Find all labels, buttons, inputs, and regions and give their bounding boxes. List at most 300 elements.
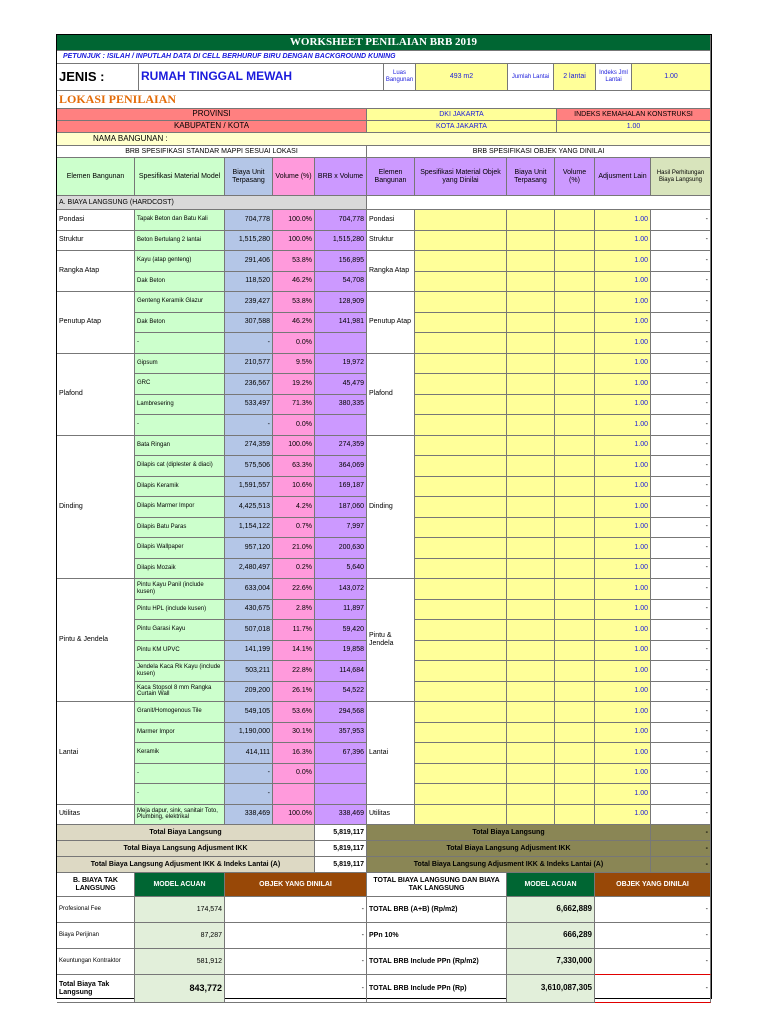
- luas-value[interactable]: 493 m2: [416, 64, 508, 91]
- volume-percent: 46.2%: [273, 272, 315, 293]
- unit-cost: 141,199: [225, 641, 273, 662]
- volume-percent: 10.6%: [273, 477, 315, 498]
- objek-volume-input[interactable]: [555, 292, 595, 313]
- material-spec: Beton Bertulang 2 lantai: [135, 231, 225, 252]
- adjusment-value[interactable]: 1.00: [595, 682, 651, 703]
- volume-percent: 100.0%: [273, 231, 315, 252]
- volume-percent: 9.5%: [273, 354, 315, 375]
- objek-cost-input[interactable]: [507, 395, 555, 416]
- hasil-value: -: [651, 764, 711, 785]
- objek-cost-input[interactable]: [507, 661, 555, 682]
- objek-volume-input[interactable]: [555, 743, 595, 764]
- volume-percent: 22.8%: [273, 661, 315, 682]
- objek-cost-input[interactable]: [507, 477, 555, 498]
- objek-volume-input[interactable]: [555, 702, 595, 723]
- adjusment-value[interactable]: 1.00: [595, 374, 651, 395]
- volume-percent: 53.8%: [273, 251, 315, 272]
- objek-cost-input[interactable]: [507, 559, 555, 580]
- objek-cost-input[interactable]: [507, 272, 555, 293]
- adjusment-value[interactable]: 1.00: [595, 415, 651, 436]
- col-volume-left: Volume (%): [273, 158, 315, 196]
- element-name-left: Pintu & Jendela: [57, 579, 135, 702]
- brb-volume: 364,069: [315, 456, 367, 477]
- element-name-right: Dinding: [367, 436, 415, 580]
- volume-percent: 53.6%: [273, 702, 315, 723]
- adjusment-value[interactable]: 1.00: [595, 723, 651, 744]
- objek-volume-input[interactable]: [555, 620, 595, 641]
- total-value-right: -: [651, 841, 711, 857]
- element-name-right: Utilitas: [367, 805, 415, 826]
- indirect-cost-label: Total Biaya Tak Langsung: [57, 975, 135, 1003]
- adjusment-value[interactable]: 1.00: [595, 641, 651, 662]
- brb-volume: 187,060: [315, 497, 367, 518]
- objek-volume-input[interactable]: [555, 579, 595, 600]
- objek-spec-input[interactable]: [415, 661, 507, 682]
- hasil-value: -: [651, 497, 711, 518]
- objek-cost-input[interactable]: [507, 682, 555, 703]
- adjusment-value[interactable]: 1.00: [595, 579, 651, 600]
- provinsi-value[interactable]: DKI JAKARTA: [367, 109, 557, 121]
- objek-volume-input[interactable]: [555, 313, 595, 334]
- material-spec: Granit/Homogenous Tile: [135, 702, 225, 723]
- objek-cost-input[interactable]: [507, 210, 555, 231]
- volume-percent: 0.0%: [273, 764, 315, 785]
- total-label-left: Total Biaya Langsung Adjusment IKK & Indeks Lantai (A): [57, 857, 315, 873]
- adjusment-value[interactable]: 1.00: [595, 661, 651, 682]
- objek-cost-input[interactable]: [507, 784, 555, 805]
- objek-cost-input[interactable]: [507, 313, 555, 334]
- hasil-value: -: [651, 559, 711, 580]
- objek-spec-input[interactable]: [415, 723, 507, 744]
- objek-cost-input[interactable]: [507, 251, 555, 272]
- material-spec: Genteng Keramik Glazur: [135, 292, 225, 313]
- objek-cost-input[interactable]: [507, 620, 555, 641]
- col-adjusment-right: Adjusment Lain: [595, 158, 651, 196]
- unit-cost: 209,200: [225, 682, 273, 703]
- objek-spec-input[interactable]: [415, 272, 507, 293]
- section-b-rmodel: MODEL ACUAN: [507, 873, 595, 897]
- brb-volume: 114,684: [315, 661, 367, 682]
- unit-cost: 1,591,557: [225, 477, 273, 498]
- objek-cost-input[interactable]: [507, 723, 555, 744]
- brb-volume: 67,396: [315, 743, 367, 764]
- objek-spec-input[interactable]: [415, 477, 507, 498]
- element-name-left: Rangka Atap: [57, 251, 135, 292]
- objek-volume-input[interactable]: [555, 518, 595, 539]
- section-b-rtitle: TOTAL BIAYA LANGSUNG DAN BIAYA TAK LANGSUNG: [367, 873, 507, 897]
- element-name-left: Pondasi: [57, 210, 135, 231]
- adjusment-value[interactable]: 1.00: [595, 784, 651, 805]
- objek-spec-input[interactable]: [415, 497, 507, 518]
- adjusment-value[interactable]: 1.00: [595, 251, 651, 272]
- adjusment-value[interactable]: 1.00: [595, 702, 651, 723]
- volume-percent: 4.2%: [273, 497, 315, 518]
- hasil-value: -: [651, 600, 711, 621]
- brb-volume: 380,335: [315, 395, 367, 416]
- objek-cost-input[interactable]: [507, 354, 555, 375]
- indirect-model-value: 843,772: [135, 975, 225, 1003]
- objek-cost-input[interactable]: [507, 497, 555, 518]
- material-spec: Dak Beton: [135, 313, 225, 334]
- unit-cost: 2,480,497: [225, 559, 273, 580]
- objek-spec-input[interactable]: [415, 231, 507, 252]
- objek-spec-input[interactable]: [415, 292, 507, 313]
- indirect-model-value: 87,287: [135, 923, 225, 949]
- adjusment-value[interactable]: 1.00: [595, 395, 651, 416]
- objek-spec-input[interactable]: [415, 374, 507, 395]
- volume-percent: 100.0%: [273, 210, 315, 231]
- material-spec: Kayu (atap genteng): [135, 251, 225, 272]
- material-spec: Pintu KM UPVC: [135, 641, 225, 662]
- objek-volume-input[interactable]: [555, 723, 595, 744]
- unit-cost: 338,469: [225, 805, 273, 826]
- total-brb-model: 7,330,000: [507, 949, 595, 975]
- col-volume-right: Volume (%): [555, 158, 595, 196]
- kabupaten-value[interactable]: KOTA JAKARTA: [367, 121, 557, 133]
- objek-volume-input[interactable]: [555, 600, 595, 621]
- volume-percent: 63.3%: [273, 456, 315, 477]
- jenis-label: JENIS :: [57, 64, 139, 91]
- total-label-right: Total Biaya Langsung Adjusment IKK & Indeks Lantai (A): [367, 857, 651, 873]
- brb-volume: [315, 415, 367, 436]
- objek-volume-input[interactable]: [555, 682, 595, 703]
- col-spesifikasi-left: Spesifikasi Material Model: [135, 158, 225, 196]
- adjusment-value[interactable]: 1.00: [595, 518, 651, 539]
- objek-spec-input[interactable]: [415, 251, 507, 272]
- volume-percent: 0.0%: [273, 333, 315, 354]
- unit-cost: 118,520: [225, 272, 273, 293]
- objek-volume-input[interactable]: [555, 415, 595, 436]
- objek-volume-input[interactable]: [555, 641, 595, 662]
- unit-cost: 414,111: [225, 743, 273, 764]
- objek-spec-input[interactable]: [415, 559, 507, 580]
- objek-spec-input[interactable]: [415, 805, 507, 826]
- adjusment-value[interactable]: 1.00: [595, 538, 651, 559]
- total-brb-label: TOTAL BRB (A+B) (Rp/m2): [367, 897, 507, 923]
- hasil-value: -: [651, 210, 711, 231]
- objek-volume-input[interactable]: [555, 395, 595, 416]
- indeks-lantai-value: 1.00: [632, 64, 711, 91]
- unit-cost: -: [225, 784, 273, 805]
- brb-volume: 141,981: [315, 313, 367, 334]
- brb-volume: 7,997: [315, 518, 367, 539]
- objek-volume-input[interactable]: [555, 333, 595, 354]
- worksheet-title: WORKSHEET PENILAIAN BRB 2019: [57, 35, 711, 51]
- col-elemen-left: Elemen Bangunan: [57, 158, 135, 196]
- material-spec: -: [135, 415, 225, 436]
- jenis-value[interactable]: RUMAH TINGGAL MEWAH: [139, 64, 384, 91]
- brb-volume: 59,420: [315, 620, 367, 641]
- hasil-value: -: [651, 518, 711, 539]
- material-spec: Tapak Beton dan Batu Kali: [135, 210, 225, 231]
- volume-percent: 0.2%: [273, 559, 315, 580]
- adjusment-value[interactable]: 1.00: [595, 600, 651, 621]
- objek-spec-input[interactable]: [415, 764, 507, 785]
- objek-volume-input[interactable]: [555, 661, 595, 682]
- hasil-value: -: [651, 374, 711, 395]
- objek-spec-input[interactable]: [415, 456, 507, 477]
- material-spec: Dilapis Marmer Impor: [135, 497, 225, 518]
- adjusment-value[interactable]: 1.00: [595, 620, 651, 641]
- objek-volume-input[interactable]: [555, 559, 595, 580]
- objek-volume-input[interactable]: [555, 436, 595, 457]
- total-brb-label: TOTAL BRB Include PPn (Rp/m2): [367, 949, 507, 975]
- objek-cost-input[interactable]: [507, 538, 555, 559]
- objek-spec-input[interactable]: [415, 579, 507, 600]
- objek-volume-input[interactable]: [555, 497, 595, 518]
- adjusment-value[interactable]: 1.00: [595, 292, 651, 313]
- element-name-right: Pondasi: [367, 210, 415, 231]
- brb-volume: 169,187: [315, 477, 367, 498]
- brb-volume: [315, 784, 367, 805]
- objek-spec-input[interactable]: [415, 538, 507, 559]
- volume-percent: 100.0%: [273, 805, 315, 826]
- element-name-left: Penutup Atap: [57, 292, 135, 354]
- objek-volume-input[interactable]: [555, 538, 595, 559]
- unit-cost: 430,675: [225, 600, 273, 621]
- adjusment-value[interactable]: 1.00: [595, 210, 651, 231]
- objek-spec-input[interactable]: [415, 620, 507, 641]
- material-spec: Gipsum: [135, 354, 225, 375]
- objek-volume-input[interactable]: [555, 764, 595, 785]
- objek-cost-input[interactable]: [507, 333, 555, 354]
- brb-volume: 19,858: [315, 641, 367, 662]
- objek-volume-input[interactable]: [555, 354, 595, 375]
- objek-cost-input[interactable]: [507, 231, 555, 252]
- hasil-value: -: [651, 620, 711, 641]
- brb-volume: [315, 764, 367, 785]
- section-b-model: MODEL ACUAN: [135, 873, 225, 897]
- col-spesifikasi-right: Spesifikasi Material Objek yang Dinilai: [415, 158, 507, 196]
- unit-cost: 307,588: [225, 313, 273, 334]
- unit-cost: 507,018: [225, 620, 273, 641]
- unit-cost: 236,567: [225, 374, 273, 395]
- adjusment-value[interactable]: 1.00: [595, 333, 651, 354]
- element-name-left: Utilitas: [57, 805, 135, 826]
- objek-spec-input[interactable]: [415, 784, 507, 805]
- element-name-right: Struktur: [367, 231, 415, 252]
- objek-cost-input[interactable]: [507, 374, 555, 395]
- total-brb-label: PPn 10%: [367, 923, 507, 949]
- volume-percent: 11.7%: [273, 620, 315, 641]
- objek-cost-input[interactable]: [507, 805, 555, 826]
- brb-volume: 54,708: [315, 272, 367, 293]
- volume-percent: 2.8%: [273, 600, 315, 621]
- volume-percent: 0.0%: [273, 415, 315, 436]
- total-label-left: Total Biaya Langsung: [57, 825, 315, 841]
- total-value-right: -: [651, 857, 711, 873]
- section-b-objek: OBJEK YANG DINILAI: [225, 873, 367, 897]
- unit-cost: 704,778: [225, 210, 273, 231]
- material-spec: Meja dapur, sink, sanitair Toto, Plumbing, elektrikal: [135, 805, 225, 826]
- objek-spec-input[interactable]: [415, 518, 507, 539]
- material-spec: Dilapis Batu Paras: [135, 518, 225, 539]
- indirect-cost-label: Keuntungan Kontraktor: [57, 949, 135, 975]
- material-spec: Dilapis cat (diplester & diaci): [135, 456, 225, 477]
- objek-volume-input[interactable]: [555, 272, 595, 293]
- material-spec: Pintu HPL (include kusen): [135, 600, 225, 621]
- hasil-value: -: [651, 231, 711, 252]
- hasil-value: -: [651, 784, 711, 805]
- objek-volume-input[interactable]: [555, 477, 595, 498]
- objek-volume-input[interactable]: [555, 251, 595, 272]
- hasil-value: -: [651, 743, 711, 764]
- adjusment-value[interactable]: 1.00: [595, 436, 651, 457]
- adjusment-value[interactable]: 1.00: [595, 497, 651, 518]
- indirect-cost-label: Profesional Fee: [57, 897, 135, 923]
- section-a-spacer: [367, 196, 711, 210]
- volume-percent: 26.1%: [273, 682, 315, 703]
- adjusment-value[interactable]: 1.00: [595, 231, 651, 252]
- objek-spec-input[interactable]: [415, 333, 507, 354]
- total-brb-label: TOTAL BRB Include PPn (Rp): [367, 975, 507, 1003]
- brb-volume: 5,640: [315, 559, 367, 580]
- objek-cost-input[interactable]: [507, 579, 555, 600]
- objek-cost-input[interactable]: [507, 702, 555, 723]
- indirect-objek-value: -: [225, 897, 367, 923]
- material-spec: Kaca Stopsol 8 mm Rangka Curtain Wall: [135, 682, 225, 703]
- objek-spec-input[interactable]: [415, 641, 507, 662]
- objek-spec-input[interactable]: [415, 415, 507, 436]
- adjusment-value[interactable]: 1.00: [595, 743, 651, 764]
- brb-volume: 274,359: [315, 436, 367, 457]
- jumlah-lantai-value[interactable]: 2 lantai: [554, 64, 596, 91]
- objek-volume-input[interactable]: [555, 784, 595, 805]
- unit-cost: 575,506: [225, 456, 273, 477]
- hasil-value: -: [651, 805, 711, 826]
- objek-cost-input[interactable]: [507, 600, 555, 621]
- objek-cost-input[interactable]: [507, 456, 555, 477]
- adjusment-value[interactable]: 1.00: [595, 272, 651, 293]
- material-spec: Dak Beton: [135, 272, 225, 293]
- adjusment-value[interactable]: 1.00: [595, 354, 651, 375]
- adjusment-value[interactable]: 1.00: [595, 313, 651, 334]
- col-hasil-right: Hasil Perhitungan Biaya Langsung: [651, 158, 711, 196]
- indirect-objek-value: -: [225, 949, 367, 975]
- unit-cost: -: [225, 333, 273, 354]
- adjusment-value[interactable]: 1.00: [595, 456, 651, 477]
- brb-volume: 338,469: [315, 805, 367, 826]
- objek-cost-input[interactable]: [507, 743, 555, 764]
- unit-cost: -: [225, 764, 273, 785]
- adjusment-value[interactable]: 1.00: [595, 805, 651, 826]
- objek-spec-input[interactable]: [415, 743, 507, 764]
- adjusment-value[interactable]: 1.00: [595, 477, 651, 498]
- objek-volume-input[interactable]: [555, 374, 595, 395]
- hasil-value: -: [651, 682, 711, 703]
- left-section-header: BRB SPESIFIKASI STANDAR MAPPI SESUAI LOKASI: [57, 146, 367, 158]
- brb-volume: 1,515,280: [315, 231, 367, 252]
- objek-cost-input[interactable]: [507, 641, 555, 662]
- material-spec: Lambresering: [135, 395, 225, 416]
- element-name-right: Rangka Atap: [367, 251, 415, 292]
- brb-volume: 200,630: [315, 538, 367, 559]
- jumlah-lantai-label: Jumlah Lantai: [508, 64, 554, 91]
- col-brb-left: BRB x Volume: [315, 158, 367, 196]
- volume-percent: 19.2%: [273, 374, 315, 395]
- objek-spec-input[interactable]: [415, 682, 507, 703]
- total-value-left: 5,819,117: [315, 825, 367, 841]
- element-name-right: Penutup Atap: [367, 292, 415, 354]
- material-spec: GRC: [135, 374, 225, 395]
- material-spec: Jendela Kaca Rk Kayu (include kusen): [135, 661, 225, 682]
- ikk-value: 1.00: [557, 121, 711, 133]
- material-spec: Pintu Garasi Kayu: [135, 620, 225, 641]
- nama-bangunan-label[interactable]: NAMA BANGUNAN :: [57, 133, 711, 146]
- material-spec: Keramik: [135, 743, 225, 764]
- objek-volume-input[interactable]: [555, 456, 595, 477]
- objek-volume-input[interactable]: [555, 805, 595, 826]
- hasil-value: -: [651, 436, 711, 457]
- total-value-right: -: [651, 825, 711, 841]
- kabupaten-label: KABUPATEN / KOTA: [57, 121, 367, 133]
- objek-cost-input[interactable]: [507, 518, 555, 539]
- indirect-model-value: 581,912: [135, 949, 225, 975]
- objek-cost-input[interactable]: [507, 436, 555, 457]
- hasil-value: -: [651, 641, 711, 662]
- material-spec: -: [135, 784, 225, 805]
- brb-volume: 45,479: [315, 374, 367, 395]
- brb-volume: 19,972: [315, 354, 367, 375]
- total-brb-model: 3,610,087,305: [507, 975, 595, 1003]
- total-brb-objek: -: [595, 949, 711, 975]
- indirect-objek-value: -: [225, 923, 367, 949]
- objek-cost-input[interactable]: [507, 764, 555, 785]
- material-spec: Dilapis Mozaik: [135, 559, 225, 580]
- volume-percent: 21.0%: [273, 538, 315, 559]
- total-label-right: Total Biaya Langsung: [367, 825, 651, 841]
- adjusment-value[interactable]: 1.00: [595, 764, 651, 785]
- unit-cost: 1,154,122: [225, 518, 273, 539]
- objek-cost-input[interactable]: [507, 415, 555, 436]
- indirect-model-value: 174,574: [135, 897, 225, 923]
- objek-volume-input[interactable]: [555, 231, 595, 252]
- volume-percent: 100.0%: [273, 436, 315, 457]
- right-section-header: BRB SPESIFIKASI OBJEK YANG DINILAI: [367, 146, 711, 158]
- unit-cost: 549,105: [225, 702, 273, 723]
- total-brb-model: 6,662,889: [507, 897, 595, 923]
- hasil-value: -: [651, 251, 711, 272]
- brb-volume: 128,909: [315, 292, 367, 313]
- objek-spec-input[interactable]: [415, 313, 507, 334]
- objek-spec-input[interactable]: [415, 210, 507, 231]
- material-spec: Dilapis Wallpaper: [135, 538, 225, 559]
- hasil-value: -: [651, 395, 711, 416]
- volume-percent: [273, 784, 315, 805]
- objek-spec-input[interactable]: [415, 354, 507, 375]
- hasil-value: -: [651, 579, 711, 600]
- objek-spec-input[interactable]: [415, 436, 507, 457]
- objek-spec-input[interactable]: [415, 600, 507, 621]
- hasil-value: -: [651, 456, 711, 477]
- objek-spec-input[interactable]: [415, 395, 507, 416]
- objek-spec-input[interactable]: [415, 702, 507, 723]
- adjusment-value[interactable]: 1.00: [595, 559, 651, 580]
- unit-cost: 633,004: [225, 579, 273, 600]
- objek-volume-input[interactable]: [555, 210, 595, 231]
- volume-percent: 22.6%: [273, 579, 315, 600]
- hasil-value: -: [651, 272, 711, 293]
- brb-volume: 294,568: [315, 702, 367, 723]
- hasil-value: -: [651, 723, 711, 744]
- total-brb-objek: -: [595, 897, 711, 923]
- brb-volume: 143,072: [315, 579, 367, 600]
- brb-volume: 156,895: [315, 251, 367, 272]
- hasil-value: -: [651, 333, 711, 354]
- volume-percent: 14.1%: [273, 641, 315, 662]
- objek-cost-input[interactable]: [507, 292, 555, 313]
- element-name-right: Lantai: [367, 702, 415, 805]
